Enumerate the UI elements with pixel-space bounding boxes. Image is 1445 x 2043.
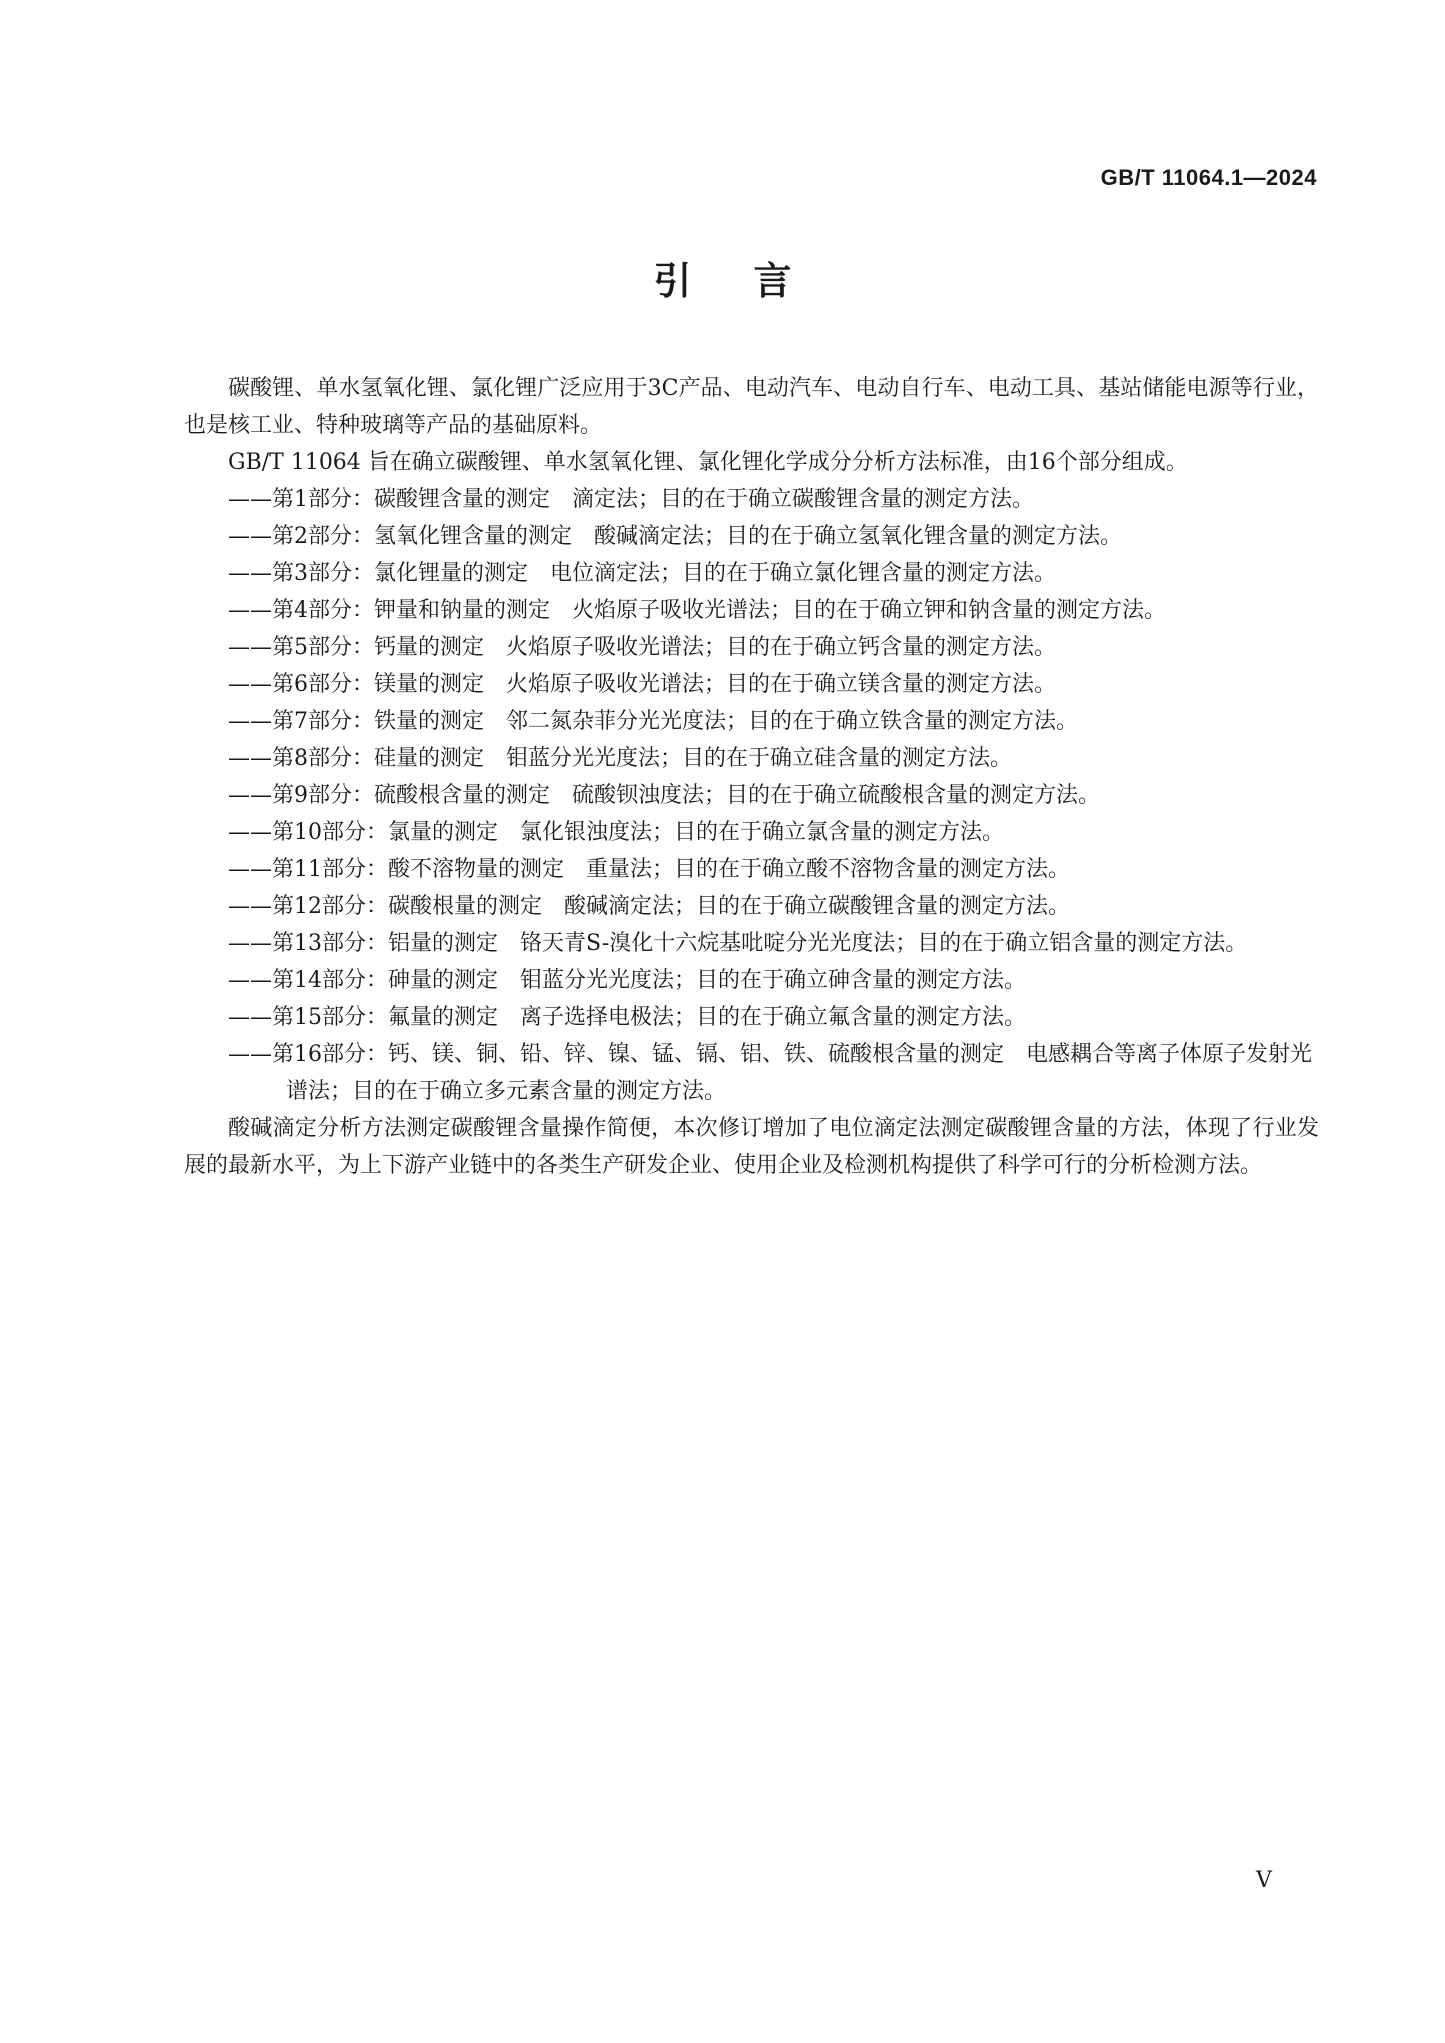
list-item: ——第15部分：氟量的测定 离子选择电极法；目的在于确立氟含量的测定方法。 [228, 1005, 1026, 1030]
list-item: ——第11部分：酸不溶物量的测定 重量法；目的在于确立酸不溶物含量的测定方法。 [228, 857, 1070, 882]
intro-paragraph-2: GB/T 11064 旨在确立碳酸锂、单水氢氧化锂、氯化锂化学成分分析方法标准，由16个部分组成。 [228, 450, 1188, 475]
intro-paragraph-1: 碳酸锂、单水氢氧化锂、氯化锂广泛应用于3C产品、电动汽车、电动自行车、电动工具、基站储能电源等行业，也是核工业、特种玻璃等产品的基础原料。 [184, 376, 1319, 438]
list-item: ——第5部分：钙量的测定 火焰原子吸收光谱法；目的在于确立钙含量的测定方法。 [228, 635, 1056, 660]
list-item: ——第14部分：砷量的测定 钼蓝分光光度法；目的在于确立砷含量的测定方法。 [228, 968, 1026, 993]
page-title: 引言 [653, 259, 854, 303]
list-item: ——第3部分：氯化锂量的测定 电位滴定法；目的在于确立氯化锂含量的测定方法。 [228, 561, 1056, 586]
list-item: ——第1部分：碳酸锂含量的测定 滴定法；目的在于确立碳酸锂含量的测定方法。 [228, 487, 1034, 512]
list-item: ——第13部分：铝量的测定 铬天青S-溴化十六烷基吡啶分光光度法；目的在于确立铝含量的测定方法。 [228, 931, 1248, 956]
closing-paragraph: 酸碱滴定分析方法测定碳酸锂含量操作简便，本次修订增加了电位滴定法测定碳酸锂含量的方法，体现了行业发展的最新水平，为上下游产业链中的各类生产研发企业、使用企业及检测机构提供了科学可行的分析检测方法。 [184, 1116, 1319, 1178]
list-item: ——第16部分：钙、镁、铜、铅、锌、镍、锰、镉、铝、铁、硫酸根含量的测定 电感耦合等离子体原子发射光谱法；目的在于确立多元素含量的测定方法。 [228, 1042, 1312, 1104]
list-item: ——第10部分：氯量的测定 氯化银浊度法；目的在于确立氯含量的测定方法。 [228, 820, 1004, 845]
page-number: V [1256, 1868, 1272, 1893]
list-item: ——第9部分：硫酸根含量的测定 硫酸钡浊度法；目的在于确立硫酸根含量的测定方法。 [228, 783, 1100, 808]
list-item: ——第7部分：铁量的测定 邻二氮杂菲分光光度法；目的在于确立铁含量的测定方法。 [228, 709, 1078, 734]
document-body [184, 370, 1319, 1184]
list-item: ——第6部分：镁量的测定 火焰原子吸收光谱法；目的在于确立镁含量的测定方法。 [228, 672, 1056, 697]
standard-code: GB/T 11064.1—2024 [1100, 165, 1317, 190]
parts-list [184, 481, 1319, 1110]
list-item: ——第4部分：钾量和钠量的测定 火焰原子吸收光谱法；目的在于确立钾和钠含量的测定方法。 [228, 598, 1167, 623]
list-item: ——第8部分：硅量的测定 钼蓝分光光度法；目的在于确立硅含量的测定方法。 [228, 746, 1012, 771]
list-item: ——第12部分：碳酸根量的测定 酸碱滴定法；目的在于确立碳酸锂含量的测定方法。 [228, 894, 1070, 919]
list-item: ——第2部分：氢氧化锂含量的测定 酸碱滴定法；目的在于确立氢氧化锂含量的测定方法。 [228, 524, 1122, 549]
